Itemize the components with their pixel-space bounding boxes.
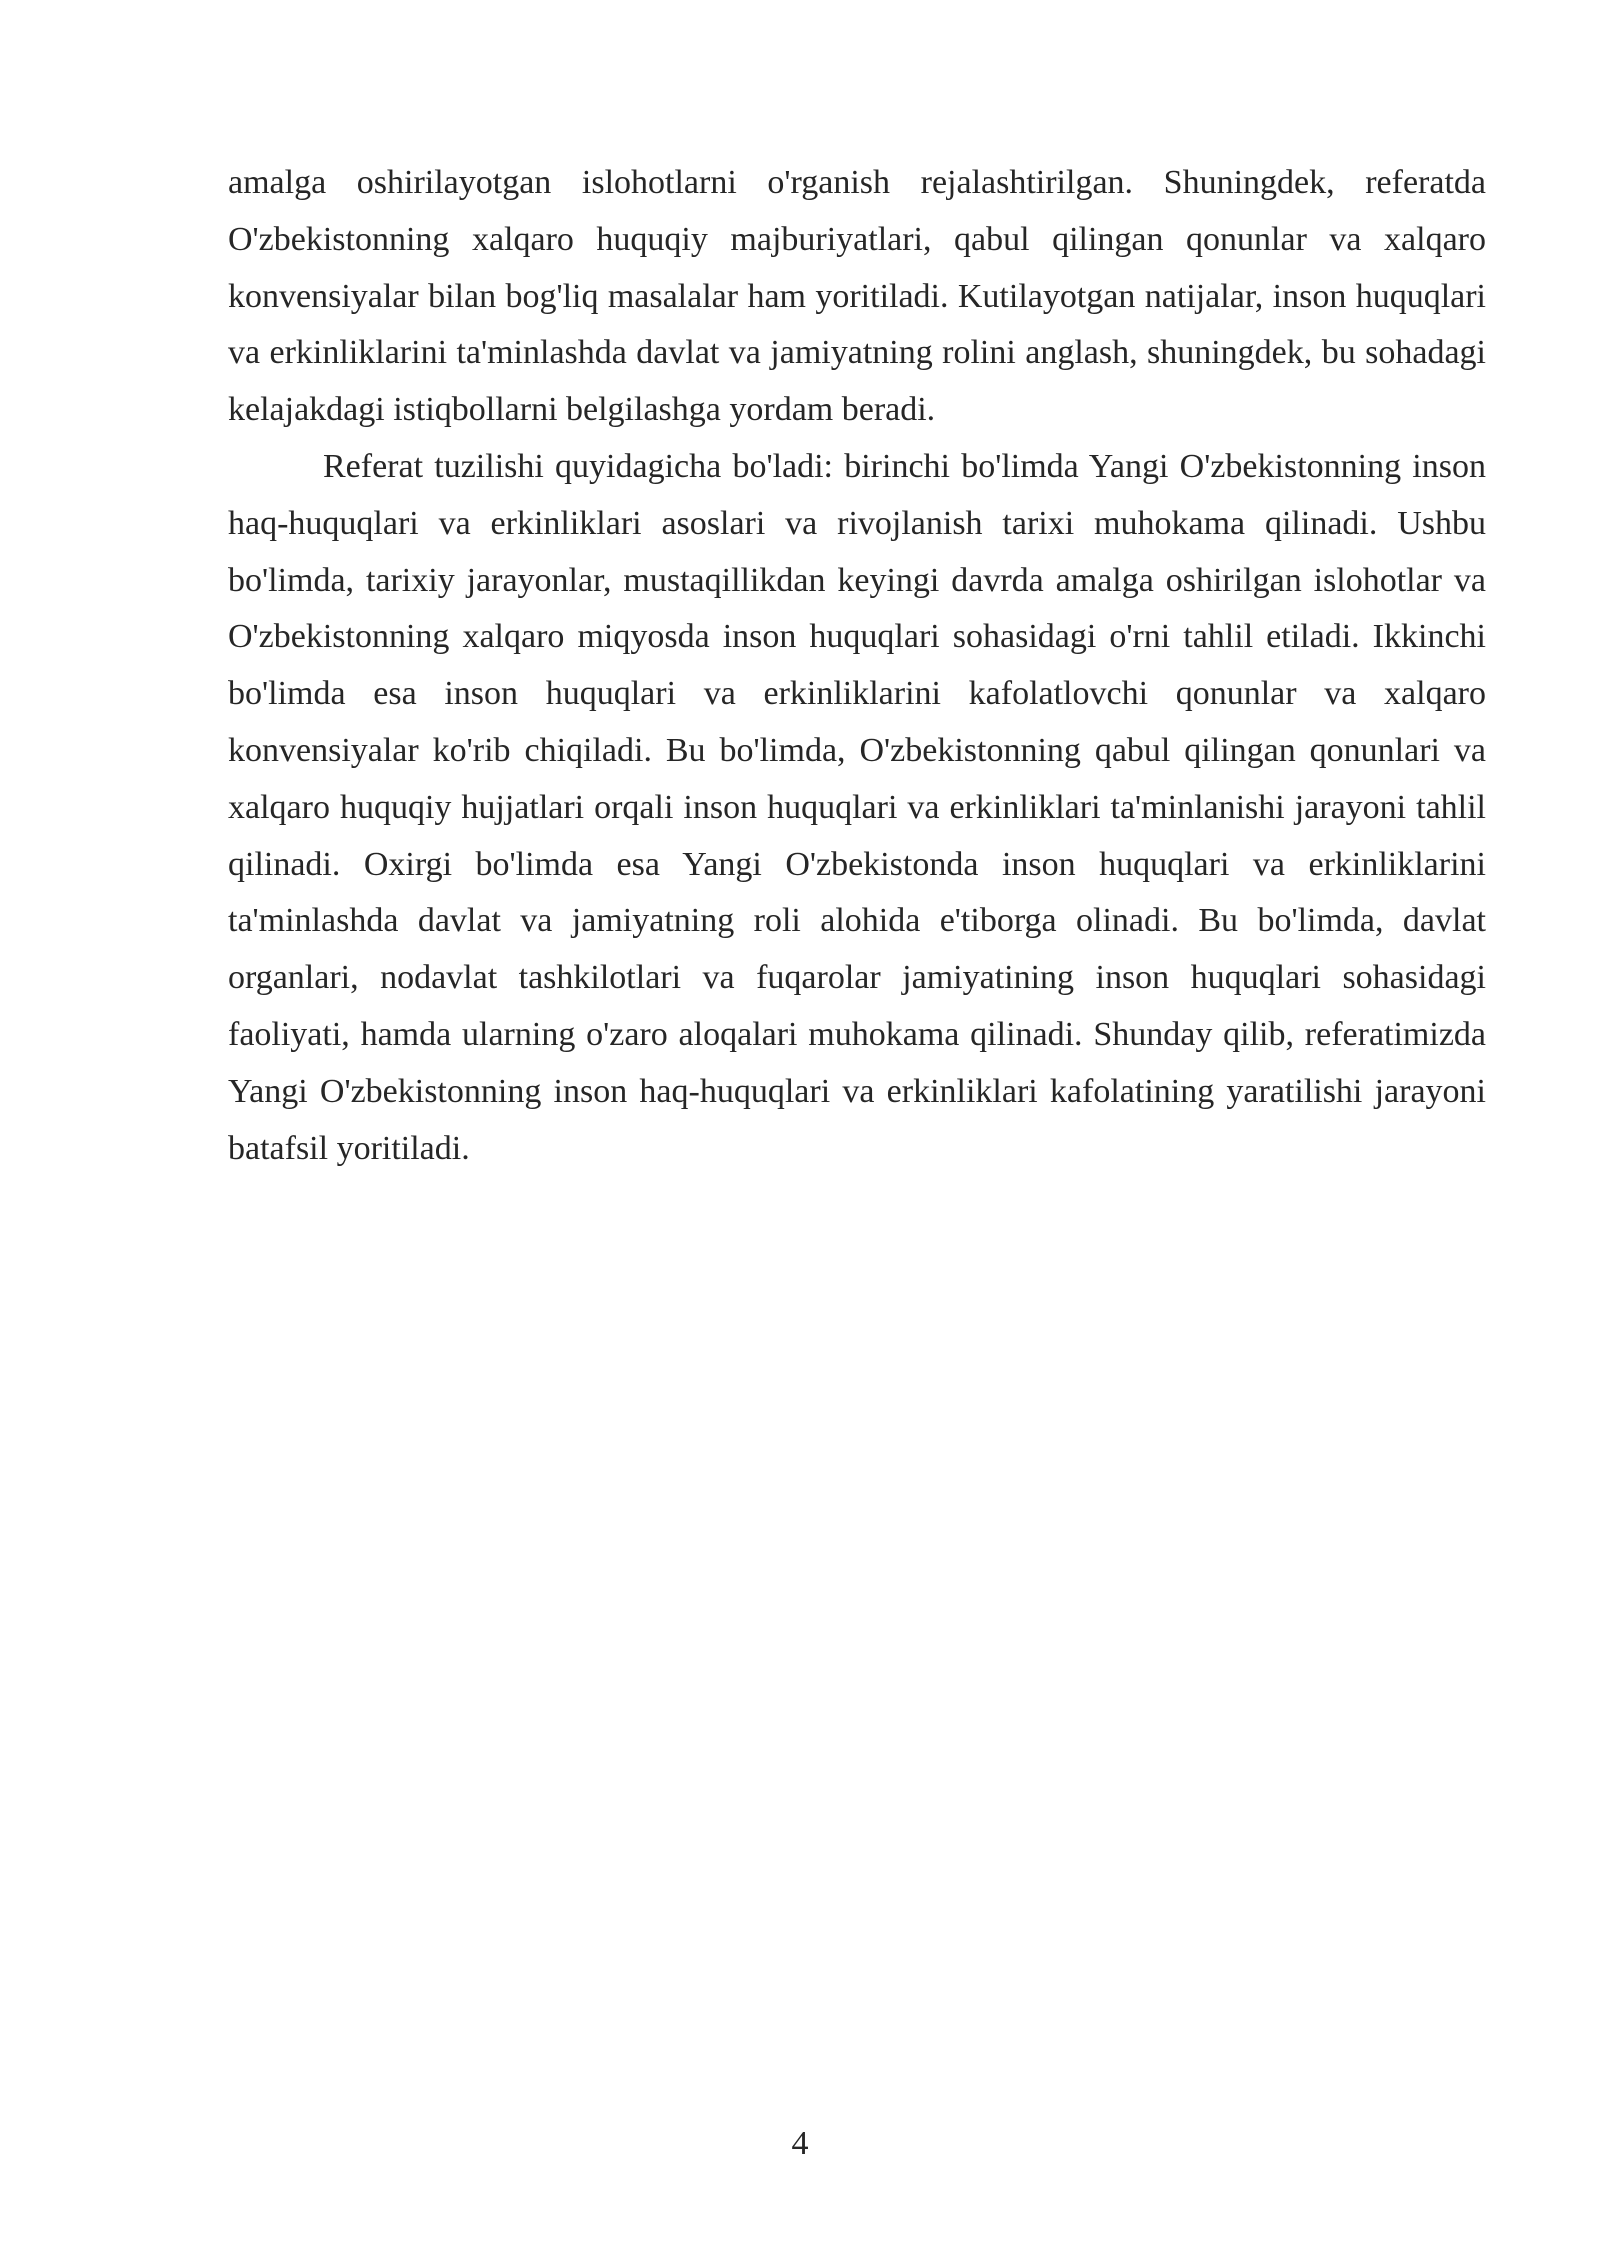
body-text: [228, 155, 1486, 1177]
paragraph-continuation: amalga oshirilayotgan islohotlarni o'rganish rejalashtirilgan. Shuningdek, referatda O'zbekistonning xalqaro huquqiy majburiyatlari, qabul qilingan qonunlar va xalqaro konvensiyalar bilan bog'liq masalalar ham yoritiladi. Kutilayotgan natijalar, inson huquqlari va erkinliklarini ta'minlashda davlat va jamiyatning rolini anglash, shuningdek, bu sohadagi kelajakdagi istiqbollarni belgilashga yordam beradi.: [228, 164, 1486, 429]
paragraph-structure: Referat tuzilishi quyidagicha bo'ladi: birinchi bo'limda Yangi O'zbekistonning inson haq-huquqlari va erkinliklari asoslari va rivojlanish tarixi muhokama qilinadi. Ushbu bo'limda, tarixiy jarayonlar, mustaqillikdan keyingi davrda amalga oshirilgan islohotlar va O'zbekistonning xalqaro miqyosda inson huquqlari sohasidagi o'rni tahlil etiladi. Ikkinchi bo'limda esa inson huquqlari va erkinliklarini kafolatlovchi qonunlar va xalqaro konvensiyalar ko'rib chiqiladi. Bu bo'limda, O'zbekistonning qabul qilingan qonunlari va xalqaro huquqiy hujjatlari orqali inson huquqlari va erkinliklari ta'minlanishi jarayoni tahlil qilinadi. Oxirgi bo'limda esa Yangi O'zbekistonda inson huquqlari va erkinliklarini ta'minlashda davlat va jamiyatning roli alohida e'tiborga olinadi. Bu bo'limda, davlat organlari, nodavlat tashkilotlari va fuqarolar jamiyatining inson huquqlari sohasidagi faoliyati, hamda ularning o'zaro aloqalari muhokama qilinadi. Shunday qilib, referatimizda Yangi O'zbekistonning inson haq-huquqlari va erkinliklari kafolatining yaratilishi jarayoni batafsil yoritiladi.: [228, 447, 1486, 1167]
page-number: 4: [791, 2125, 809, 2162]
